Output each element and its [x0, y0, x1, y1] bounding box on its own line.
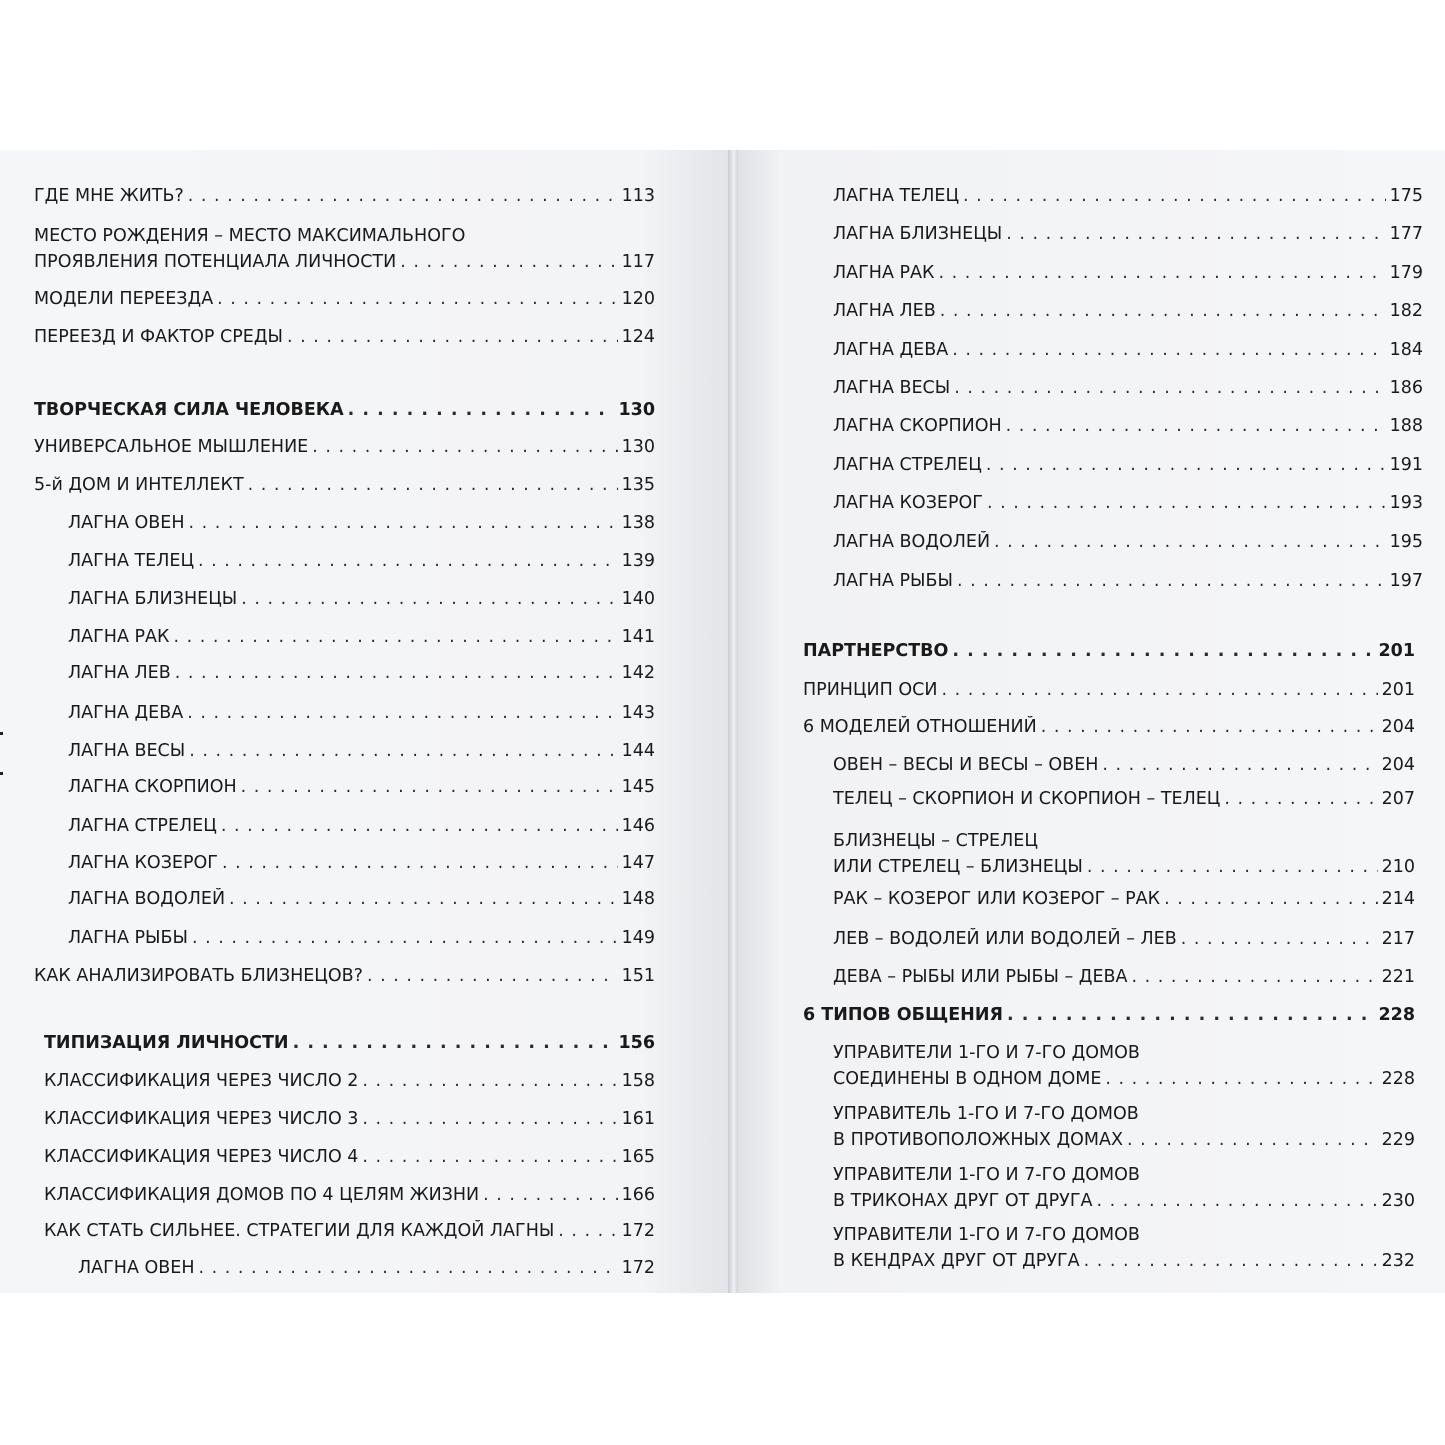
toc-page-number: 124	[621, 327, 655, 347]
toc-entry-title: КАК АНАЛИЗИРОВАТЬ БЛИЗНЕЦОВ?	[34, 966, 363, 986]
leader-dots	[1181, 928, 1378, 950]
leader-dots	[221, 815, 618, 837]
book-spine	[728, 150, 738, 1293]
toc-entry	[833, 788, 1415, 810]
leader-dots	[199, 1257, 618, 1279]
toc-entry-title: ОВЕН – ВЕСЫ И ВЕСЫ – ОВЕН	[833, 755, 1099, 775]
leader-dots	[400, 249, 617, 275]
toc-entry-title: ЛАГНА ОВЕН	[78, 1258, 195, 1278]
toc-page-number: 145	[621, 777, 655, 797]
leader-dots	[217, 288, 617, 310]
toc-entry	[44, 1184, 655, 1206]
leader-dots	[940, 300, 1386, 322]
toc-page-number: 142	[621, 663, 655, 683]
leader-dots	[1102, 754, 1377, 776]
toc-page-number: 139	[621, 551, 655, 571]
leader-dots	[952, 339, 1385, 361]
toc-page-number: 113	[621, 186, 655, 206]
leader-dots	[1041, 716, 1378, 738]
toc-entry	[68, 888, 655, 910]
leader-dots	[1007, 1004, 1375, 1026]
toc-entry-title: ЛАГНА СТРЕЛЕЦ	[833, 455, 982, 475]
toc-page-number: 188	[1389, 416, 1423, 436]
toc-page-number: 172	[621, 1221, 655, 1241]
toc-page-number: 197	[1389, 571, 1423, 591]
toc-entry-title-line1: УПРАВИТЕЛЬ 1-ГО И 7-ГО ДОМОВ	[833, 1104, 1139, 1124]
toc-entry-title: ЛАГНА СКОРПИОН	[833, 416, 1002, 436]
leader-dots	[941, 679, 1377, 701]
leader-dots	[241, 776, 618, 798]
toc-entry	[833, 415, 1423, 437]
toc-entry-title: ЛАГНА СКОРПИОН	[68, 777, 237, 797]
toc-entry	[34, 288, 655, 310]
toc-page-number: 193	[1389, 493, 1423, 513]
toc-page-number: 172	[621, 1258, 655, 1278]
toc-entry	[34, 326, 655, 348]
leader-dots	[198, 550, 618, 572]
toc-page-number: 161	[621, 1109, 655, 1129]
toc-entry	[68, 550, 655, 572]
toc-entry	[68, 852, 655, 874]
toc-page-number: 144	[621, 741, 655, 761]
toc-entry-title: СОЕДИНЕНЫ В ОДНОМ ДОМЕ	[833, 1069, 1102, 1089]
toc-entry-title: ЛАГНА РАК	[833, 263, 935, 283]
toc-entry	[78, 1257, 655, 1279]
leader-dots	[362, 1146, 617, 1168]
leader-dots	[362, 1108, 617, 1130]
toc-entry	[68, 776, 655, 798]
page-edge-mark	[0, 732, 3, 735]
toc-entry	[833, 185, 1423, 207]
toc-entry-title: 5-й ДОМ И ИНТЕЛЛЕКТ	[34, 475, 244, 495]
page-edge-mark	[0, 772, 3, 775]
toc-entry	[34, 185, 655, 207]
toc-page-number: 143	[621, 703, 655, 723]
toc-entry	[833, 454, 1423, 476]
toc-entry-title: ЛАГНА РЫБЫ	[68, 928, 188, 948]
leader-dots	[1084, 1248, 1378, 1274]
toc-entry	[44, 1032, 655, 1054]
leader-dots	[986, 454, 1386, 476]
toc-entry-title: ЛАГНА ДЕВА	[68, 703, 184, 723]
toc-entry-title-line1: УПРАВИТЕЛИ 1-ГО И 7-ГО ДОМОВ	[833, 1225, 1140, 1245]
toc-page-number: 214	[1381, 889, 1415, 909]
leader-dots	[188, 185, 618, 207]
toc-entry-title: КАК СТАТЬ СИЛЬНЕЕ. СТРАТЕГИИ ДЛЯ КАЖДОЙ ЛАГНЫ	[44, 1221, 555, 1241]
toc-entry-title: ЛАГНА РЫБЫ	[833, 571, 953, 591]
leader-dots	[957, 570, 1386, 592]
toc-page-number: 130	[618, 400, 655, 420]
leader-dots	[954, 377, 1385, 399]
toc-page-number: 201	[1381, 680, 1415, 700]
toc-entry	[833, 966, 1415, 988]
toc-entry	[44, 1220, 655, 1242]
toc-page-number: 228	[1378, 1005, 1415, 1025]
toc-entry-title: ДЕВА – РЫБЫ ИЛИ РЫБЫ – ДЕВА	[833, 967, 1128, 987]
toc-page-number: 191	[1389, 455, 1423, 475]
toc-entry-title: КЛАССИФИКАЦИЯ ДОМОВ ПО 4 ЦЕЛЯМ ЖИЗНИ	[44, 1185, 480, 1205]
leader-dots	[1087, 854, 1378, 880]
toc-entry-title: ТВОРЧЕСКАЯ СИЛА ЧЕЛОВЕКА	[34, 400, 344, 420]
toc-page-number: 166	[621, 1185, 655, 1205]
toc-page-number: 130	[621, 437, 655, 457]
toc-page-number: 221	[1381, 967, 1415, 987]
toc-entry-title: ЛАГНА ВЕСЫ	[833, 378, 951, 398]
toc-entry-title: ЛАГНА БЛИЗНЕЦЫ	[833, 224, 1003, 244]
leader-dots	[1132, 966, 1378, 988]
toc-entry-title: ПРИНЦИП ОСИ	[803, 680, 938, 700]
toc-page-number: 201	[1378, 641, 1415, 661]
leader-dots	[173, 626, 617, 648]
leader-dots	[558, 1220, 617, 1242]
toc-page-number: 204	[1381, 717, 1415, 737]
toc-entry-title: ЛАГНА ОВЕН	[68, 513, 185, 533]
toc-entry-title: ГДЕ МНЕ ЖИТЬ?	[34, 186, 184, 206]
toc-page-number: 207	[1381, 789, 1415, 809]
toc-page-number: 158	[621, 1071, 655, 1091]
toc-entry-title: В КЕНДРАХ ДРУГ ОТ ДРУГА	[833, 1251, 1080, 1271]
toc-page-number: 120	[621, 289, 655, 309]
toc-entry-title: ЛАГНА СТРЕЛЕЦ	[68, 816, 217, 836]
toc-entry	[68, 588, 655, 610]
toc-page-number: 195	[1389, 532, 1423, 552]
leader-dots	[938, 262, 1385, 284]
toc-entry-title: ЛЕВ – ВОДОЛЕЙ ИЛИ ВОДОЛЕЙ – ЛЕВ	[833, 929, 1177, 949]
toc-page-number: 232	[1381, 1251, 1415, 1271]
leader-dots	[994, 531, 1386, 553]
toc-page-number: 149	[621, 928, 655, 948]
toc-entry	[34, 965, 655, 987]
leader-dots	[175, 662, 618, 684]
leader-dots	[1127, 1127, 1378, 1153]
toc-page-number: 148	[621, 889, 655, 909]
toc-entry	[833, 754, 1415, 776]
toc-page-number: 138	[621, 513, 655, 533]
toc-entry-title: МОДЕЛИ ПЕРЕЕЗДА	[34, 289, 214, 309]
toc-entry-title: ЛАГНА КОЗЕРОГ	[68, 853, 218, 873]
leader-dots	[1006, 415, 1386, 437]
toc-entry-title: ЛАГНА ТЕЛЕЦ	[68, 551, 195, 571]
leader-dots	[312, 436, 617, 458]
leader-dots	[952, 640, 1374, 662]
toc-entry	[833, 223, 1423, 245]
toc-entry-title: ЛАГНА ДЕВА	[833, 340, 949, 360]
toc-page-number: 165	[621, 1147, 655, 1167]
toc-entry-title: ЛАГНА ЛЕВ	[833, 301, 936, 321]
leader-dots	[229, 888, 618, 910]
leader-dots	[362, 1070, 617, 1092]
leader-dots	[367, 965, 618, 987]
leader-dots	[187, 702, 617, 724]
toc-page-number: 175	[1389, 186, 1423, 206]
toc-entry-title: РАК – КОЗЕРОГ ИЛИ КОЗЕРОГ – РАК	[833, 889, 1161, 909]
toc-entry	[68, 626, 655, 648]
toc-entry	[803, 716, 1415, 738]
toc-page-number: 147	[621, 853, 655, 873]
toc-entry-title-line1: БЛИЗНЕЦЫ – СТРЕЛЕЦ	[833, 831, 1038, 851]
toc-entry	[833, 377, 1423, 399]
toc-entry	[833, 492, 1423, 514]
toc-entry-title: ЛАГНА ВОДОЛЕЙ	[833, 532, 991, 552]
toc-page-number: 182	[1389, 301, 1423, 321]
toc-entry	[833, 570, 1423, 592]
toc-page-number: 177	[1389, 224, 1423, 244]
toc-entry	[68, 815, 655, 837]
toc-entry	[833, 928, 1415, 950]
toc-entry	[34, 474, 655, 496]
toc-page-number: 228	[1381, 1069, 1415, 1089]
toc-entry	[803, 1004, 1415, 1026]
toc-page-number: 156	[618, 1033, 655, 1053]
toc-page-number: 141	[621, 627, 655, 647]
toc-entry-title: ТИПИЗАЦИЯ ЛИЧНОСТИ	[44, 1033, 289, 1053]
toc-entry-title: В ПРОТИВОПОЛОЖНЫХ ДОМАХ	[833, 1130, 1123, 1150]
toc-entry	[34, 436, 655, 458]
leader-dots	[1164, 888, 1378, 910]
toc-entry-title: ИЛИ СТРЕЛЕЦ – БЛИЗНЕЦЫ	[833, 857, 1083, 877]
toc-entry	[833, 339, 1423, 361]
toc-entry-title: ЛАГНА РАК	[68, 627, 170, 647]
toc-entry	[68, 512, 655, 534]
leader-dots	[348, 399, 615, 421]
toc-entry	[803, 679, 1415, 701]
toc-page-number: 210	[1381, 857, 1415, 877]
toc-entry	[833, 1162, 1415, 1214]
toc-page-number: 140	[621, 589, 655, 609]
leader-dots	[241, 588, 617, 610]
toc-entry-title: ЛАГНА ВЕСЫ	[68, 741, 186, 761]
toc-entry-title: ЛАГНА ТЕЛЕЦ	[833, 186, 960, 206]
toc-page-number: 184	[1389, 340, 1423, 360]
toc-entry	[34, 399, 655, 421]
leader-dots	[1096, 1188, 1377, 1214]
toc-page-number: 135	[621, 475, 655, 495]
toc-entry-title-line1: УПРАВИТЕЛИ 1-ГО И 7-ГО ДОМОВ	[833, 1165, 1140, 1185]
leader-dots	[1224, 788, 1377, 810]
toc-page-number: 117	[621, 252, 655, 272]
leader-dots	[248, 474, 618, 496]
toc-entry	[833, 300, 1423, 322]
toc-page-number: 186	[1389, 378, 1423, 398]
leader-dots	[1006, 223, 1385, 245]
toc-entry	[44, 1070, 655, 1092]
toc-page-number: 217	[1381, 929, 1415, 949]
toc-entry-title: ЛАГНА КОЗЕРОГ	[833, 493, 983, 513]
toc-page-number: 229	[1381, 1130, 1415, 1150]
leader-dots	[293, 1032, 615, 1054]
toc-entry-title: ЛАГНА ВОДОЛЕЙ	[68, 889, 226, 909]
leader-dots	[987, 492, 1386, 514]
toc-entry	[833, 828, 1415, 880]
toc-entry	[833, 1040, 1415, 1092]
toc-entry	[44, 1108, 655, 1130]
toc-entry	[68, 702, 655, 724]
toc-entry-title: КЛАССИФИКАЦИЯ ЧЕРЕЗ ЧИСЛО 4	[44, 1147, 359, 1167]
toc-entry	[833, 888, 1415, 910]
toc-entry	[833, 531, 1423, 553]
toc-entry	[833, 1222, 1415, 1274]
leader-dots	[287, 326, 618, 348]
toc-entry-title: ПЕРЕЕЗД И ФАКТОР СРЕДЫ	[34, 327, 283, 347]
toc-page-number: 146	[621, 816, 655, 836]
leader-dots	[189, 512, 618, 534]
toc-page-number: 151	[621, 966, 655, 986]
toc-entry	[68, 927, 655, 949]
toc-page-number: 204	[1381, 755, 1415, 775]
toc-entry-title: УНИВЕРСАЛЬНОЕ МЫШЛЕНИЕ	[34, 437, 309, 457]
toc-entry	[44, 1146, 655, 1168]
toc-entry-title: ЛАГНА ЛЕВ	[68, 663, 171, 683]
toc-entry-title: ТЕЛЕЦ – СКОРПИОН И СКОРПИОН – ТЕЛЕЦ	[833, 789, 1221, 809]
toc-page-number: 230	[1381, 1191, 1415, 1211]
leader-dots	[483, 1184, 617, 1206]
toc-entry-title: КЛАССИФИКАЦИЯ ЧЕРЕЗ ЧИСЛО 3	[44, 1109, 359, 1129]
leader-dots	[1105, 1066, 1377, 1092]
toc-entry-title: ПРОЯВЛЕНИЯ ПОТЕНЦИАЛА ЛИЧНОСТИ	[34, 252, 397, 272]
toc-entry-title: В ТРИКОНАХ ДРУГ ОТ ДРУГА	[833, 1191, 1093, 1211]
toc-entry	[833, 1101, 1415, 1153]
toc-entry-title: ПАРТНЕРСТВО	[803, 641, 949, 661]
leader-dots	[222, 852, 618, 874]
toc-entry	[833, 262, 1423, 284]
toc-entry-title-line1: УПРАВИТЕЛИ 1-ГО И 7-ГО ДОМОВ	[833, 1043, 1140, 1063]
toc-entry-title: 6 МОДЕЛЕЙ ОТНОШЕНИЙ	[803, 717, 1037, 737]
toc-page-number: 179	[1389, 263, 1423, 283]
leader-dots	[192, 927, 618, 949]
toc-entry	[803, 640, 1415, 662]
toc-entry	[68, 662, 655, 684]
leader-dots	[963, 185, 1386, 207]
toc-entry-title: ЛАГНА БЛИЗНЕЦЫ	[68, 589, 238, 609]
toc-entry-title: КЛАССИФИКАЦИЯ ЧЕРЕЗ ЧИСЛО 2	[44, 1071, 359, 1091]
leader-dots	[189, 740, 617, 762]
toc-entry-title: 6 ТИПОВ ОБЩЕНИЯ	[803, 1005, 1003, 1025]
toc-entry-title-line1: МЕСТО РОЖДЕНИЯ – МЕСТО МАКСИМАЛЬНОГО	[34, 226, 466, 246]
toc-entry	[68, 740, 655, 762]
toc-entry	[34, 223, 655, 275]
